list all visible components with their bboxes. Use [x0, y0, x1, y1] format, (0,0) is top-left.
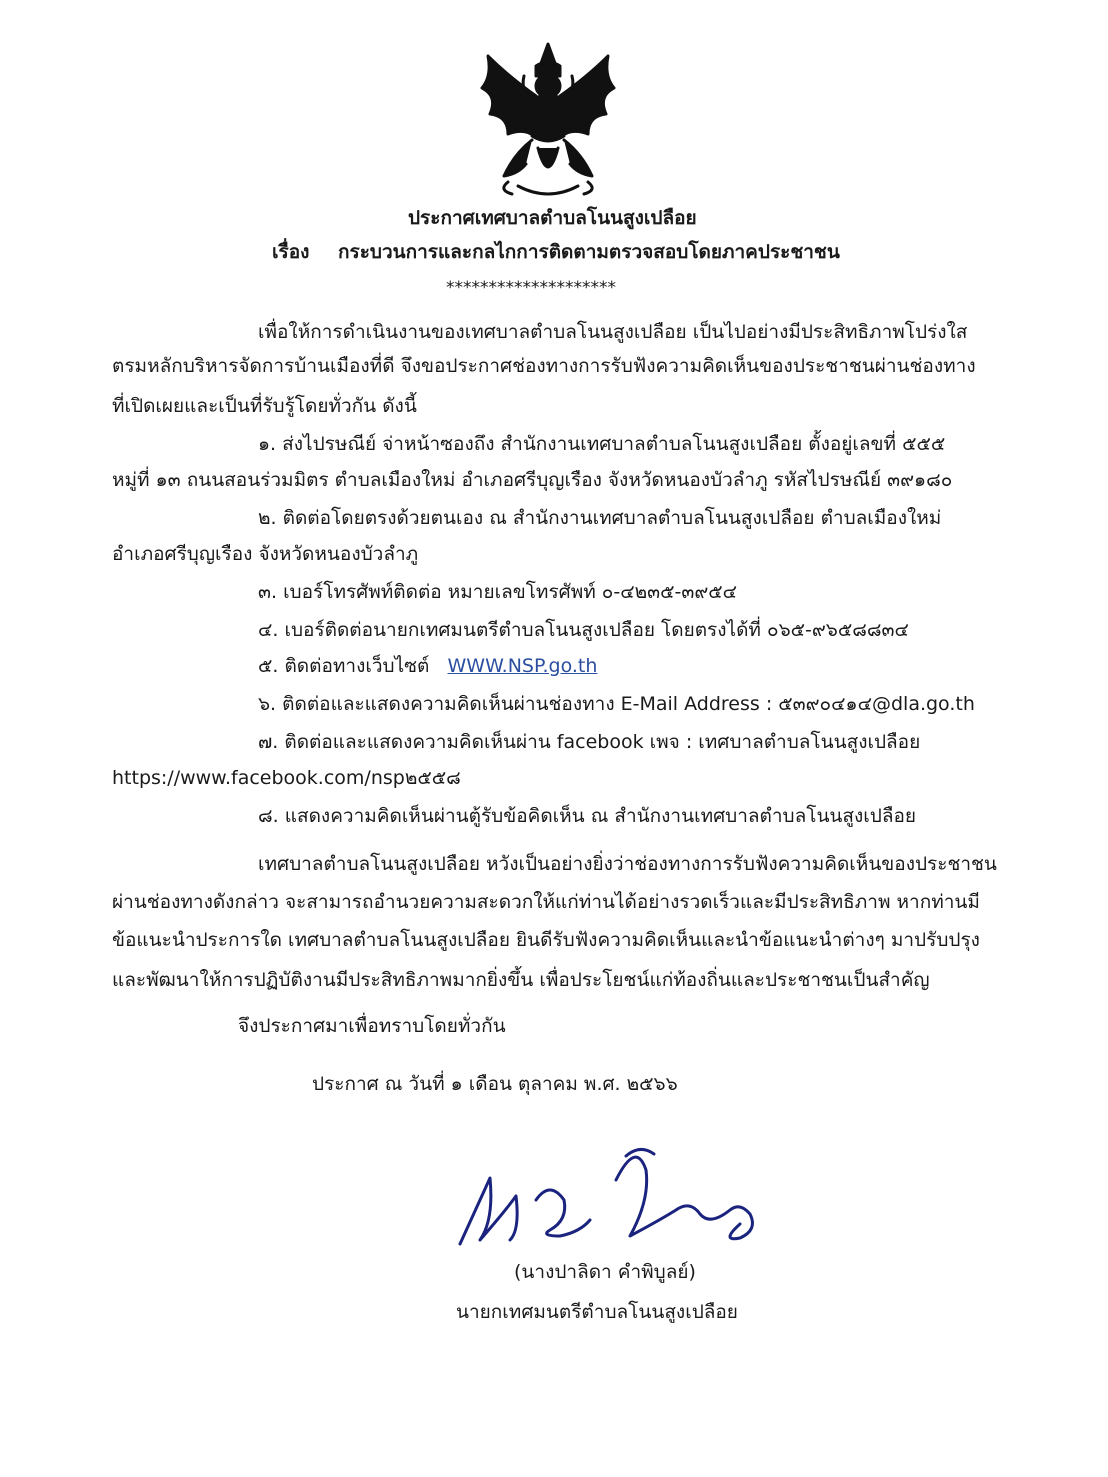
- item-7-line-2: https://www.facebook.com/nsp๒๕๕๘: [112, 767, 461, 789]
- item-2-line-2: อำเภอศรีบุญเรือง จังหวัดหนองบัวลำภู: [112, 543, 419, 565]
- closing-line-3: ข้อแนะนำประการใด เทศบาลตำบลโนนสูงเปลือย ยินดีรับฟังความคิดเห็นและนำข้อแนะนำต่างๆ มาปรับปรุง: [112, 929, 980, 951]
- item-2-line-1: ๒. ติดต่อโดยตรงด้วยตนเอง ณ สำนักงานเทศบาลตำบลโนนสูงเปลือย ตำบลเมืองใหม่: [258, 507, 942, 529]
- item-1-line-1: ๑. ส่งไปรษณีย์ จ่าหน้าซองถึง สำนักงานเทศบาลตำบลโนนสูงเปลือย ตั้งอยู่เลขที่ ๕๕๕: [258, 433, 946, 455]
- subject-label: เรื่อง: [272, 241, 310, 263]
- website-link[interactable]: WWW.NSP.go.th: [447, 655, 598, 677]
- closing-line-1: เทศบาลตำบลโนนสูงเปลือย หวังเป็นอย่างยิ่งว่าช่องทางการรับฟังความคิดเห็นของประชาชน: [258, 853, 997, 875]
- item-1-line-2: หมู่ที่ ๑๓ ถนนสอนร่วมมิตร ตำบลเมืองใหม่ อำเภอศรีบุญเรือง จังหวัดหนองบัวลำภู รหัสไปรษณีย์ ๓๙๑๘๐: [112, 469, 953, 491]
- item-5: [258, 652, 597, 680]
- intro-line-3: ที่เปิดเผยและเป็นที่รับรู้โดยทั่วกัน ดังนี้: [112, 395, 417, 417]
- item-5-label: ๕. ติดต่อทางเว็บไซต์: [258, 655, 430, 677]
- item-3: ๓. เบอร์โทรศัพท์ติดต่อ หมายเลขโทรศัพท์ ๐-๔๒๓๕-๓๙๕๔: [258, 581, 738, 603]
- handwritten-signature-icon: [440, 1140, 780, 1260]
- announcement-title: ประกาศเทศบาลตำบลโนนสูงเปลือย: [408, 207, 697, 229]
- announce-line: จึงประกาศมาเพื่อทราบโดยทั่วกัน: [238, 1015, 506, 1037]
- stars-divider: ********************: [446, 278, 616, 298]
- closing-line-4: และพัฒนาให้การปฏิบัติงานมีประสิทธิภาพมากยิ่งขึ้น เพื่อประโยชน์แก่ท้องถิ่นและประชาชนเป็นสำคัญ: [112, 969, 930, 991]
- closing-line-2: ผ่านช่องทางดังกล่าว จะสามารถอำนวยความสะดวกให้แก่ท่านได้อย่างรวดเร็วและมีประสิทธิภาพ หากท่านมี: [112, 891, 980, 913]
- item-6: ๖. ติดต่อและแสดงความคิดเห็นผ่านช่องทาง E-Mail Address : ๕๓๙๐๔๑๔@dla.go.th: [258, 693, 975, 715]
- subject-text: กระบวนการและกลไกการติดตามตรวจสอบโดยภาคประชาชน: [338, 241, 840, 263]
- intro-line-2: ตรมหลักบริหารจัดการบ้านเมืองที่ดี จึงขอประกาศช่องทางการรับฟังความคิดเห็นของประชาชนผ่านช่องทาง: [112, 355, 976, 377]
- announcement-date: ประกาศ ณ วันที่ ๑ เดือน ตุลาคม พ.ศ. ๒๕๖๖: [312, 1073, 678, 1095]
- garuda-emblem-icon: [468, 36, 628, 206]
- signer-name: (นางปาลิดา คำพิบูลย์): [514, 1261, 696, 1283]
- signer-position: นายกเทศมนตรีตำบลโนนสูงเปลือย: [456, 1301, 738, 1323]
- intro-line-1: เพื่อให้การดำเนินงานของเทศบาลตำบลโนนสูงเปลือย เป็นไปอย่างมีประสิทธิภาพโปร่งใส: [258, 321, 968, 343]
- item-7-line-1: ๗. ติดต่อและแสดงความคิดเห็นผ่าน facebook เพจ : เทศบาลตำบลโนนสูงเปลือย: [258, 731, 921, 753]
- item-8: ๘. แสดงความคิดเห็นผ่านตู้รับข้อคิดเห็น ณ สำนักงานเทศบาลตำบลโนนสูงเปลือย: [258, 805, 917, 827]
- item-4: ๔. เบอร์ติดต่อนายกเทศมนตรีตำบลโนนสูงเปลือย โดยตรงได้ที่ ๐๖๕-๙๖๕๘๘๓๔: [258, 619, 909, 641]
